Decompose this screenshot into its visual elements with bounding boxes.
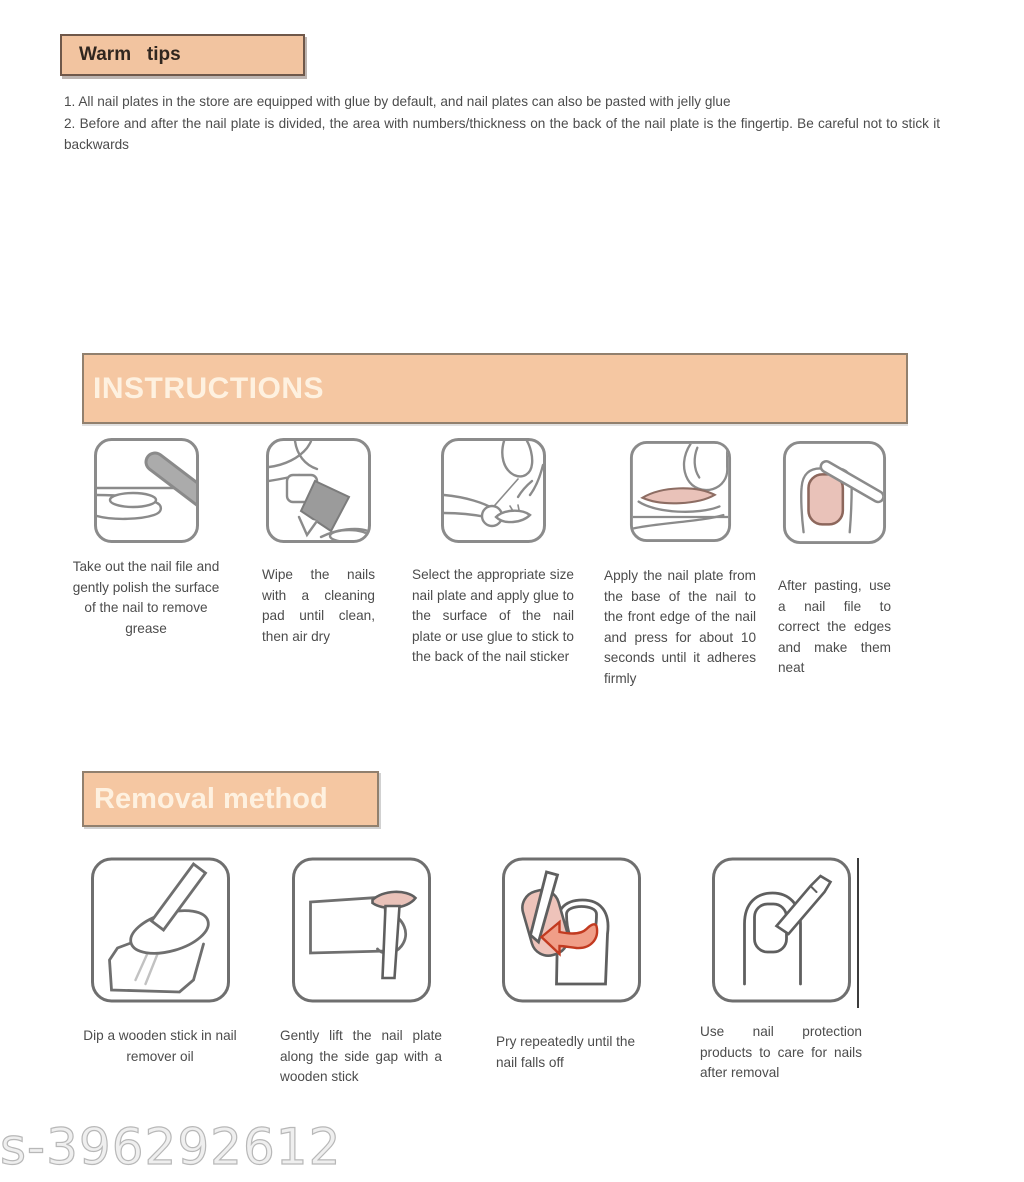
step-text: Wipe the nails with a cleaning pad until clean, then air dry <box>262 567 375 644</box>
press-nail-icon <box>629 440 732 543</box>
warm-tips-title: Warm tips <box>79 44 181 65</box>
step-text: Take out the nail file and gently polish the surface of the nail to remove grease <box>72 559 220 636</box>
pry-nail-icon <box>500 856 643 1004</box>
instruction-step-1 <box>57 437 235 639</box>
removal-title: Removal method <box>94 782 328 815</box>
step-text: Use nail protection products to care for nails after removal <box>700 1024 862 1080</box>
instructions-title: INSTRUCTIONS <box>93 371 324 405</box>
instruction-step-5 <box>778 440 891 679</box>
step-text: Dip a wooden stick in nail remover oil <box>83 1028 237 1064</box>
removal-banner <box>82 771 379 827</box>
removal-step-2 <box>280 856 442 1088</box>
removal-step-1 <box>58 856 262 1067</box>
nail-care-icon <box>710 856 853 1004</box>
step-text: Pry repeatedly until the nail falls off <box>496 1034 636 1070</box>
instruction-step-3 <box>412 437 574 668</box>
instruction-step-4 <box>604 440 756 689</box>
instructions-banner <box>82 353 908 424</box>
warm-tips-box <box>60 34 305 76</box>
watermark-text: s-396292612 <box>0 1118 342 1176</box>
divider-line <box>857 858 859 1008</box>
step-text: After pasting, use a nail file to correct the edges and make them neat <box>778 578 891 675</box>
nail-file-polish-icon <box>93 437 200 544</box>
tip-line: 2. Before and after the nail plate is divided, the area with numbers/thickness on the back of the nail plate is the fingertip. Be careful not to stick it backwards <box>64 115 940 152</box>
lift-plate-icon <box>290 856 433 1004</box>
step-text: Apply the nail plate from the base of the nail to the front edge of the nail and press for about 10 seconds until it adheres firmly <box>604 568 756 686</box>
dip-stick-icon <box>89 856 232 1004</box>
file-edges-icon <box>782 440 887 545</box>
apply-glue-icon <box>440 437 547 544</box>
step-text: Gently lift the nail plate along the side gap with a wooden stick <box>280 1028 442 1084</box>
removal-step-4 <box>700 856 862 1084</box>
step-text: Select the appropriate size nail plate and apply glue to the surface of the nail plate or use glue to stick to the back of the nail sticker <box>412 567 574 664</box>
removal-step-3 <box>496 856 646 1073</box>
instruction-step-2 <box>262 437 375 647</box>
tip-line: 1. All nail plates in the store are equipped with glue by default, and nail plates can also be pasted with jelly glue <box>64 94 731 109</box>
cleaning-pad-icon <box>265 437 372 544</box>
warm-tips-text <box>64 91 940 156</box>
